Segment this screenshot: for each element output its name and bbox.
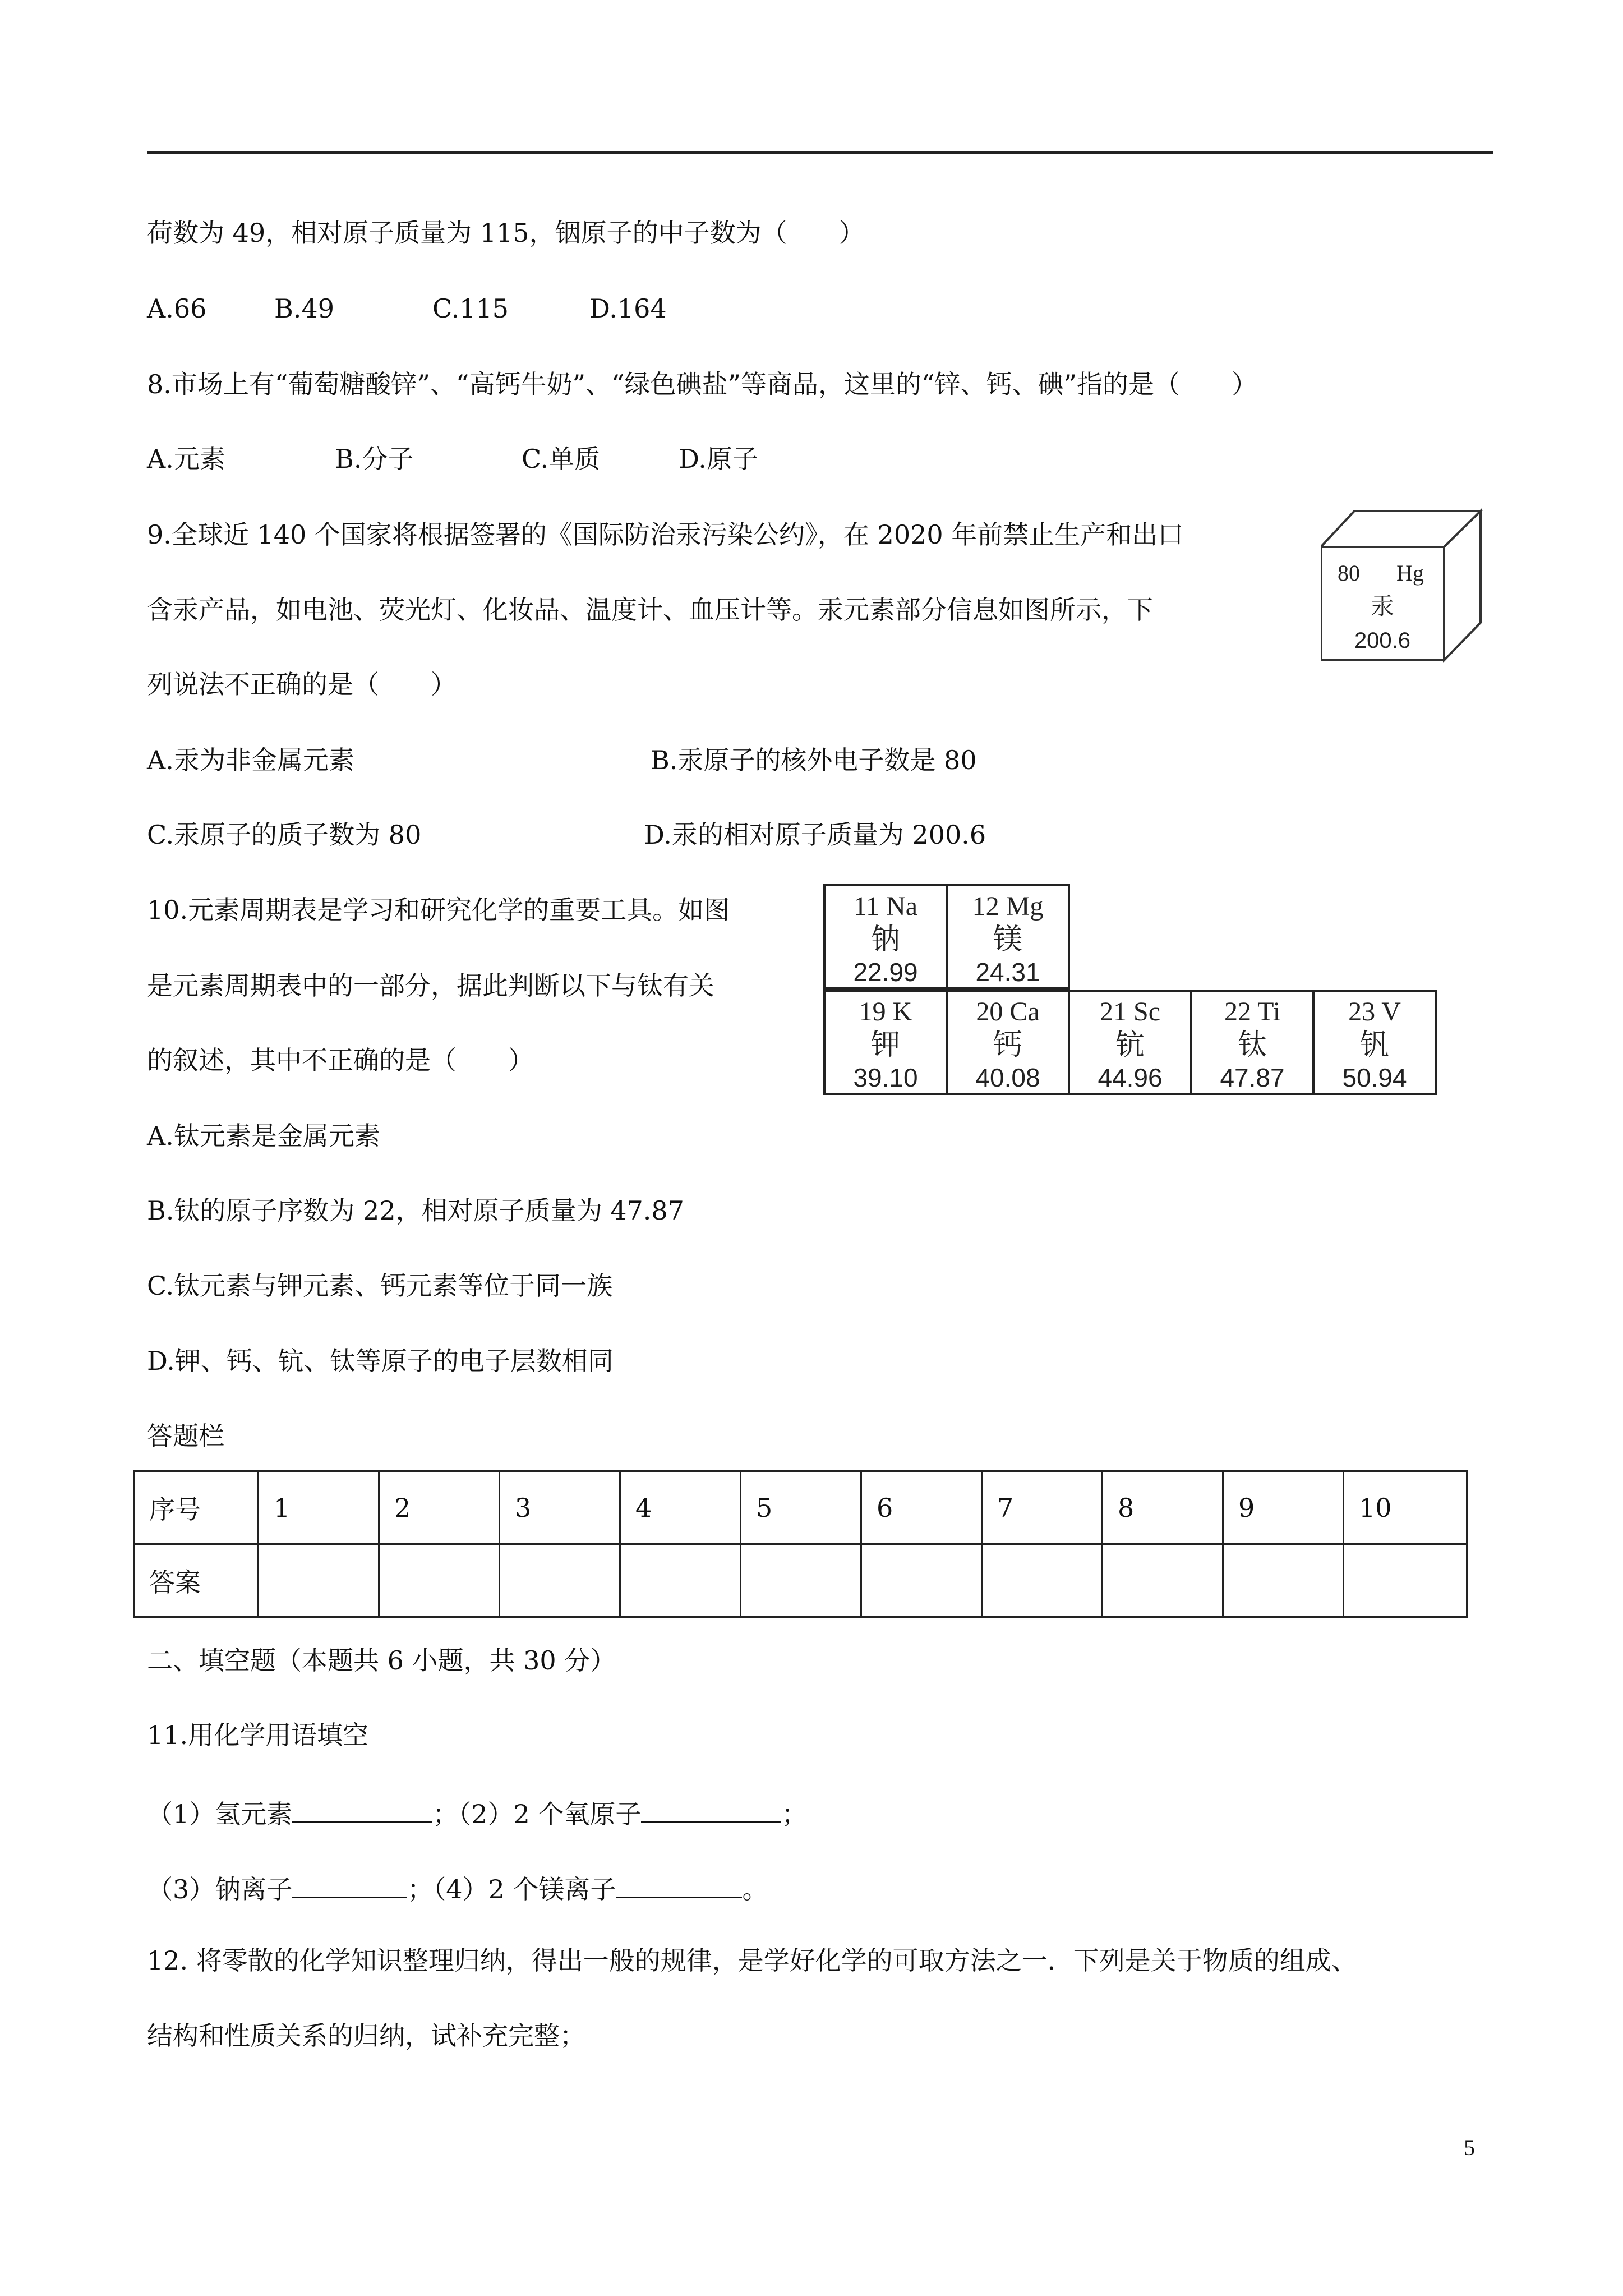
answer-cell[interactable] — [1103, 1544, 1223, 1617]
q9-line-1: 9.全球近 140 个国家将根据签署的《国际防治汞污染公约》，在 2020 年前禁止生产和出口 — [147, 519, 1184, 550]
q7-option-b: B.49 — [274, 293, 334, 324]
element-cell-sc — [1068, 990, 1192, 1095]
q7-options — [147, 292, 667, 325]
element-cell-mg — [946, 884, 1070, 990]
element-mass: 40.08 — [975, 1063, 1040, 1092]
q8-option-b: B.分子 — [335, 444, 414, 474]
q11-blank-3[interactable] — [292, 1869, 407, 1898]
answer-cell[interactable] — [500, 1544, 620, 1617]
question-number-cell: 8 — [1103, 1471, 1223, 1544]
q7-option-a: A.66 — [147, 293, 207, 324]
answer-cell[interactable] — [1344, 1544, 1467, 1617]
element-name: 钾 — [870, 1028, 900, 1062]
q11-blank-4[interactable] — [616, 1869, 742, 1898]
question-number-cell: 4 — [620, 1471, 741, 1544]
q11-part-3-label: （3）钠离子 — [147, 1874, 293, 1904]
section-2-heading: 二、填空题（本题共 6 小题，共 30 分） — [147, 1645, 616, 1676]
q11-line-1-end: ； — [781, 1799, 808, 1829]
q11-blank-1[interactable] — [292, 1793, 432, 1823]
element-number-symbol: 11 Na — [853, 891, 918, 921]
mercury-symbol: Hg — [1396, 560, 1424, 586]
q11-part-4-label: ；（4）2 个镁离子 — [407, 1874, 616, 1904]
mercury-mass: 200.6 — [1354, 628, 1411, 653]
q9-line-2: 含汞产品，如电池、荧光灯、化妆品、温度计、血压计等。汞元素部分信息如图所示，下 — [147, 595, 1153, 625]
q11-line-2-end: 。 — [742, 1874, 768, 1904]
q7-text: 荷数为 49，相对原子质量为 115，铟原子的中子数为（ ） — [147, 218, 865, 248]
q8-option-d: D.原子 — [679, 444, 758, 474]
q10-line-2: 是元素周期表中的一部分，据此判断以下与钛有关 — [147, 970, 714, 1001]
answer-cell[interactable] — [259, 1544, 379, 1617]
q11-blank-2[interactable] — [641, 1793, 781, 1823]
page-number: 5 — [1464, 2135, 1475, 2160]
element-name: 钛 — [1237, 1028, 1267, 1062]
periodic-table-fragment — [826, 885, 1437, 1095]
mercury-name: 汞 — [1370, 592, 1395, 620]
q11-part-2-label: ；（2）2 个氧原子 — [432, 1799, 642, 1829]
header-rule — [147, 151, 1493, 154]
q8-text: 8.市场上有“葡萄糖酸锌”、“高钙牛奶”、“绿色碘盐”等商品，这里的“锌、钙、碘”指的是（ ） — [147, 369, 1258, 399]
question-number-cell: 5 — [741, 1471, 861, 1544]
q9-option-b: B.汞原子的核外电子数是 80 — [651, 745, 977, 775]
question-number-cell: 2 — [379, 1471, 500, 1544]
element-number-symbol: 19 K — [859, 997, 912, 1027]
q10-option-c: C.钛元素与钾元素、钙元素等位于同一族 — [147, 1271, 613, 1301]
answer-bar-title: 答题栏 — [147, 1421, 224, 1451]
element-number-symbol: 20 Ca — [976, 997, 1040, 1027]
q8-option-c: C.单质 — [522, 444, 601, 474]
element-number-symbol: 22 Ti — [1224, 997, 1281, 1027]
q11-text: 11.用化学用语填空 — [147, 1720, 369, 1750]
q10-option-b: B.钛的原子序数为 22，相对原子质量为 47.87 — [147, 1195, 684, 1226]
element-number-symbol: 23 V — [1348, 997, 1401, 1027]
question-number-cell: 6 — [861, 1471, 982, 1544]
element-cell-v — [1312, 990, 1437, 1095]
answer-cell[interactable] — [982, 1544, 1103, 1617]
element-name: 镁 — [993, 923, 1022, 956]
question-number-cell: 1 — [259, 1471, 379, 1544]
q8-options — [147, 442, 758, 476]
answer-cell[interactable] — [1223, 1544, 1344, 1617]
element-cell-na — [823, 884, 948, 990]
q8-option-a: A.元素 — [147, 444, 225, 474]
element-name: 钒 — [1359, 1028, 1389, 1062]
element-cell-k — [823, 990, 948, 1095]
mercury-number: 80 — [1338, 560, 1360, 586]
answer-table — [133, 1470, 1468, 1618]
question-number-cell: 7 — [982, 1471, 1103, 1544]
element-cell-ti — [1190, 990, 1315, 1095]
element-cell-ca — [946, 990, 1070, 1095]
answer-cell[interactable] — [379, 1544, 500, 1617]
periodic-row-2 — [826, 991, 1437, 1095]
row-label-answer: 答案 — [134, 1544, 259, 1617]
q9-option-c: C.汞原子的质子数为 80 — [147, 820, 422, 850]
element-number-symbol: 21 Sc — [1100, 997, 1160, 1027]
q12-line-1: 12. 将零散的化学知识整理归纳，得出一般的规律，是学好化学的可取方法之一．下列是关于物质的组成、 — [147, 1945, 1357, 1976]
q9-option-d: D.汞的相对原子质量为 200.6 — [644, 820, 986, 850]
q9-line-3: 列说法不正确的是（ ） — [147, 669, 457, 700]
row-label-number: 序号 — [134, 1471, 259, 1544]
q10-option-d: D.钾、钙、钪、钛等原子的电子层数相同 — [147, 1346, 614, 1376]
element-name: 钙 — [993, 1028, 1022, 1062]
answer-cell[interactable] — [861, 1544, 982, 1617]
question-number-cell: 10 — [1344, 1471, 1467, 1544]
element-mass: 47.87 — [1220, 1063, 1285, 1092]
element-mass: 22.99 — [853, 958, 918, 987]
answer-cell[interactable] — [620, 1544, 741, 1617]
question-number-cell: 3 — [500, 1471, 620, 1544]
answer-cell[interactable] — [741, 1544, 861, 1617]
element-mass: 44.96 — [1098, 1063, 1163, 1092]
q10-option-a: A.钛元素是金属元素 — [147, 1121, 380, 1151]
q7-option-c: C.115 — [432, 293, 509, 324]
q11-line-2 — [147, 1869, 768, 1906]
element-mass: 24.31 — [975, 958, 1040, 987]
periodic-row-1 — [826, 885, 1437, 990]
q11-part-1-label: （1）氢元素 — [147, 1799, 293, 1829]
element-mass: 39.10 — [853, 1063, 918, 1092]
q9-option-a: A.汞为非金属元素 — [147, 745, 354, 775]
answer-table-answer-row — [134, 1544, 1467, 1617]
q7-option-d: D.164 — [589, 293, 667, 324]
element-number-symbol: 12 Mg — [972, 891, 1044, 921]
q12-line-2: 结构和性质关系的归纳，试补充完整； — [147, 2021, 585, 2051]
element-mass: 50.94 — [1342, 1063, 1407, 1092]
q10-line-3: 的叙述，其中不正确的是（ ） — [147, 1045, 534, 1075]
element-name: 钪 — [1115, 1028, 1145, 1062]
q11-line-1 — [147, 1793, 807, 1831]
question-number-cell: 9 — [1223, 1471, 1344, 1544]
q10-line-1: 10.元素周期表是学习和研究化学的重要工具。如图 — [147, 895, 730, 925]
mercury-element-card — [1321, 508, 1483, 665]
answer-table-number-row — [134, 1471, 1467, 1544]
element-name: 钠 — [870, 923, 900, 956]
